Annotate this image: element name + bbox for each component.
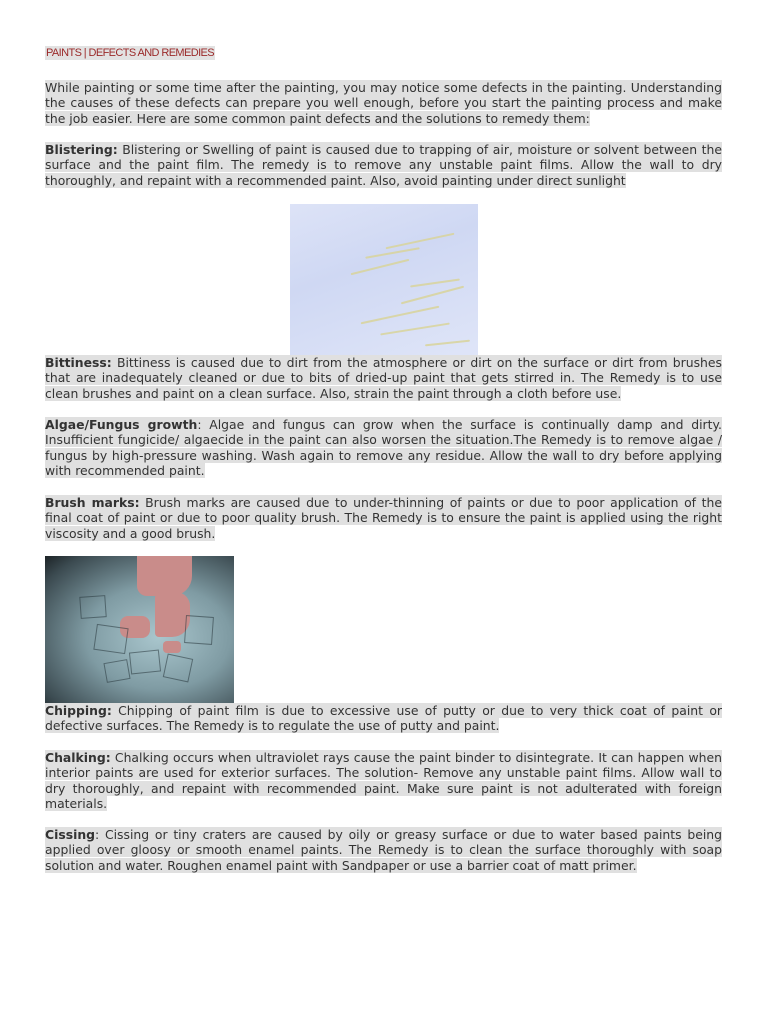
section-algae [45,417,722,478]
text-cissing: : Cissing or tiny craters are caused by oily or greasy surface or due to water based paints being applied over gloosy or smooth enamel paints. The Remedy is to clean the surface thoroughly with soap solution and water. Roughen enamel paint with Sandpaper or use a barrier coat of matt primer. [45,827,722,873]
section-chalking [45,750,722,811]
text-brush-marks: Brush marks are caused due to under-thinning of paints or due to poor application of the final coat of paint or due to poor quality brush. The Remedy is to ensure the paint is applied using the right viscosity and a good brush. [45,495,722,541]
text-chalking: Chalking occurs when ultraviolet rays cause the paint binder to disintegrate. It can happen when interior paints are used for exterior surfaces. The solution- Remove any unstable paint films. Allow wall to dry thoroughly, and repaint with recommended paint. Make sure paint is not adulterated with foreign materials. [45,750,722,811]
text-bittiness: Bittiness is caused due to dirt from the atmosphere or dirt on the surface or dirt from brushes that are inadequately cleaned or due to bits of dried-up paint that gets stirred in. The Remedy is to use clean brushes and paint on a clean surface. Also, strain the paint through a cloth before use. [45,355,722,401]
section-bittiness [45,355,722,401]
term-blistering: Blistering: [45,142,118,157]
text-chipping: Chipping of paint film is due to excessive use of putty or due to very thick coat of paint or defective surfaces. The Remedy is to regulate the use of putty and paint. [45,703,722,734]
term-brush-marks: Brush marks: [45,495,140,510]
term-chalking: Chalking: [45,750,111,765]
section-blistering [45,142,722,188]
blistering-photo [290,204,478,356]
intro-paragraph [45,80,722,126]
term-bittiness: Bittiness: [45,355,112,370]
document-title: PAINTS | DEFECTS AND REMEDIES [46,47,215,59]
intro-text: While painting or some time after the painting, you may notice some defects in the painting. Understanding the causes of these defects can prepare you well enough, before you start the painting process and make the job easier. Here are some common paint defects and the solutions to remedy them: [45,80,722,126]
chipping-photo [45,556,234,704]
term-cissing: Cissing [45,827,96,842]
text-blistering: Blistering or Swelling of paint is caused due to trapping of air, moisture or solvent between the surface and the paint film. The remedy is to remove any unstable paint films. Allow the wall to dry thoroughly, and repaint with a recommended paint. Also, avoid painting under direct sunlight [45,142,722,188]
term-algae: Algae/Fungus growth [45,417,198,432]
section-cissing [45,827,722,873]
section-brush-marks [45,495,722,541]
term-chipping: Chipping: [45,703,112,718]
text-algae: : Algae and fungus can grow when the surface is continually damp and dirty. Insufficient fungicide/ algaecide in the paint can also worsen the situation.The Remedy is to remove algae / fungus by high-pressure washing. Wash again to remove any residue. Allow the wall to dry before applying with recommended paint. [45,417,722,478]
section-chipping [45,703,722,734]
